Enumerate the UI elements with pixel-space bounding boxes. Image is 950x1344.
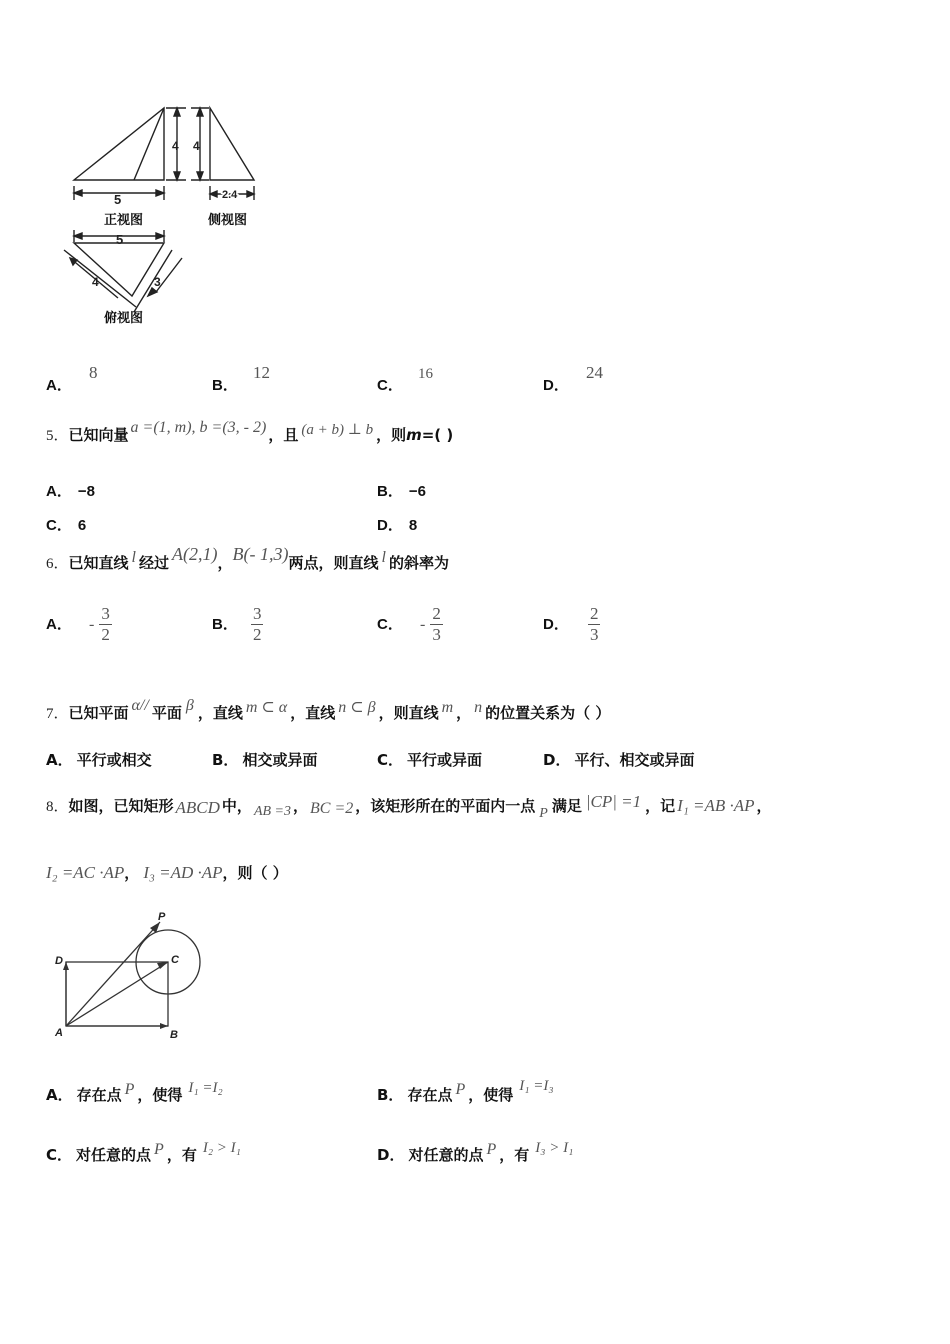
denominator: 3 [589, 625, 599, 644]
q7-text-4: ，直线 [290, 704, 336, 722]
front-view-label: 正视图 [104, 212, 144, 227]
option-label: B． [212, 377, 238, 394]
option-fraction [99, 604, 112, 645]
option-label: B． [212, 751, 239, 769]
q5-text-4: =( ) [421, 426, 454, 444]
q6-point-b: B(- 1,3) [232, 544, 289, 564]
option-fraction [430, 604, 443, 645]
option-mid: ，使得 [468, 1086, 514, 1104]
option-value: −6 [408, 483, 426, 500]
q8-text-6: ，记 [645, 797, 676, 815]
option-point: P [486, 1141, 497, 1158]
option-value: 24 [585, 363, 603, 382]
q8-rectangle-figure [46, 906, 216, 1046]
label-a: A [55, 1027, 63, 1039]
option-label: D． [543, 751, 571, 769]
question-8-line-1 [46, 792, 772, 821]
q8-i1: I₁ =AB ·AP [677, 796, 755, 815]
option-label: D． [543, 616, 569, 633]
front-dim-4: 4 [172, 139, 179, 153]
vector-ap [66, 922, 160, 1026]
q6-line-l-2: l [381, 549, 386, 566]
top-view-label: 俯视图 [104, 310, 144, 325]
q6-text-4: 的斜率为 [388, 554, 449, 572]
option-label: A． [46, 483, 72, 500]
three-view-figure [60, 100, 270, 335]
option-label: C． [377, 616, 403, 633]
option-mid: ，有 [166, 1146, 197, 1164]
q5-option-d[interactable] [377, 514, 417, 535]
q6-option-a[interactable] [46, 604, 112, 645]
option-label: C． [46, 517, 72, 534]
option-label: B． [212, 616, 238, 633]
option-label: D． [377, 517, 403, 534]
q5-m: m [406, 426, 422, 444]
option-label: D． [377, 1146, 405, 1164]
option-expr: I₃ > I₁ [535, 1140, 574, 1156]
q6-option-c[interactable] [377, 604, 443, 645]
q6-comma: ， [217, 554, 233, 572]
q7-n-in-beta: n ⊂ β [338, 699, 376, 716]
arrow-d [63, 962, 69, 970]
question-7 [46, 697, 611, 723]
q6-point-a: A(2,1) [172, 544, 218, 564]
option-expr: I₂ > I₁ [202, 1140, 241, 1156]
q5-vectors: a =(1, m), b =(3, - 2) [130, 419, 267, 436]
q6-option-d[interactable] [543, 604, 600, 645]
option-label: A． [46, 377, 72, 394]
q7-text-3: ，直线 [197, 704, 243, 722]
vector-ac [66, 962, 168, 1026]
q4-option-a[interactable] [46, 362, 98, 394]
question-number: 5． [46, 428, 69, 444]
option-fraction [588, 604, 601, 645]
numerator: 3 [101, 604, 110, 623]
q8-option-b[interactable] [377, 1078, 554, 1105]
q7-alpha-parallel: α// [131, 697, 149, 714]
option-value: 8 [88, 363, 98, 382]
question-6 [46, 544, 449, 573]
option-label: C． [46, 1146, 73, 1164]
option-value: 平行或异面 [407, 751, 483, 769]
q8-text-5: 满足 [551, 797, 582, 815]
q8-text-3: ， [293, 797, 309, 815]
top-dim-4: 4 [92, 275, 99, 289]
q7-text-5: ，则直线 [378, 704, 439, 722]
option-label: C． [377, 751, 404, 769]
option-value: 相交或异面 [242, 751, 318, 769]
option-point: P [124, 1081, 135, 1098]
q8-bc: BC =2 [310, 800, 354, 817]
option-pre: 存在点 [76, 1086, 122, 1104]
label-p: P [158, 911, 166, 923]
option-mid: ，有 [499, 1146, 530, 1164]
q8-i2: I₂ =AC ·AP [46, 863, 125, 882]
option-value: 平行、相交或异面 [574, 751, 695, 769]
q7-option-a[interactable] [46, 749, 152, 770]
q8-option-a[interactable] [46, 1080, 223, 1105]
q7-text-2: 平面 [151, 704, 182, 722]
top-dim-3: 3 [154, 275, 161, 289]
option-pre: 存在点 [407, 1086, 453, 1104]
q4-option-d[interactable] [543, 362, 603, 394]
question-5 [46, 419, 454, 445]
q8-text-1: 如图，已知矩形 [68, 797, 174, 815]
q8-p: P [539, 806, 548, 821]
label-c: C [171, 954, 179, 966]
q8-text-4: ，该矩形所在的平面内一点 [355, 797, 536, 815]
q5-option-b[interactable] [377, 480, 426, 501]
label-b: B [170, 1029, 178, 1041]
side-dim-4: 4 [193, 139, 200, 153]
question-number: 7． [46, 706, 69, 722]
q5-text-1: 已知向量 [68, 426, 129, 444]
numerator: 3 [252, 604, 262, 623]
option-label: C． [377, 377, 403, 394]
side-view [191, 108, 254, 200]
q7-m-in-alpha: m ⊂ α [245, 699, 288, 716]
option-expr: I₁ =I₂ [188, 1080, 223, 1096]
q8-option-c[interactable] [46, 1140, 241, 1165]
option-sign: - [88, 616, 95, 633]
option-label: A． [46, 1086, 73, 1104]
q8-option-d[interactable] [377, 1140, 574, 1165]
numerator: 2 [432, 604, 441, 623]
side-dim-2.4: 2.4 [222, 189, 238, 201]
q8-text-9: ，则（ ） [222, 864, 288, 882]
front-view [74, 108, 186, 200]
q6-option-b[interactable] [212, 604, 263, 645]
front-dim-5: 5 [114, 192, 122, 207]
q6-line-l: l [131, 549, 136, 566]
option-value: 12 [252, 363, 270, 382]
q5-text-3: ，则 [376, 426, 407, 444]
top-dim-5: 5 [116, 232, 124, 247]
arrow-b [160, 1023, 168, 1029]
question-8-line-2 [46, 862, 288, 883]
option-label: A． [46, 616, 72, 633]
option-label: B． [377, 483, 403, 500]
q7-text-1: 已知平面 [68, 704, 129, 722]
denominator: 2 [101, 625, 110, 644]
q8-i3: I₃ =AD ·AP [143, 863, 223, 882]
option-pre: 对任意的点 [408, 1146, 484, 1164]
option-point: P [455, 1081, 466, 1098]
option-label: B． [377, 1086, 404, 1104]
question-number: 8． [46, 799, 69, 815]
side-view-label: 侧视图 [208, 212, 248, 227]
q5-text-2: ，且 [268, 426, 299, 444]
option-expr: I₁ =I₃ [519, 1078, 554, 1094]
q8-text-7: ， [756, 797, 772, 815]
q8-ab: AB =3 [253, 804, 291, 819]
q5-condition: (a + b) ⊥ b [301, 422, 374, 438]
q7-n: n [474, 699, 483, 716]
q7-text-7: 的位置关系为（ ） [485, 704, 611, 722]
option-pre: 对任意的点 [76, 1146, 152, 1164]
q5-option-a[interactable] [46, 480, 95, 501]
option-mid: ，使得 [137, 1086, 183, 1104]
question-number: 6． [46, 556, 69, 572]
denominator: 3 [432, 625, 441, 644]
q4-option-b[interactable] [212, 362, 270, 394]
option-sign: - [419, 616, 426, 633]
option-value: 平行或相交 [76, 751, 152, 769]
option-label: A． [46, 751, 73, 769]
q7-option-c[interactable] [377, 749, 482, 770]
q6-text-1: 已知直线 [68, 554, 129, 572]
q6-text-2: 经过 [138, 554, 169, 572]
q8-text-2: 中， [221, 797, 252, 815]
q7-option-b[interactable] [212, 749, 317, 770]
q7-text-6: ， [456, 704, 472, 722]
numerator: 2 [589, 604, 599, 623]
option-value: −8 [77, 483, 95, 500]
q7-m: m [441, 699, 454, 716]
option-value: 16 [417, 366, 433, 382]
q6-text-3: 两点，则直线 [288, 554, 379, 572]
option-fraction [251, 604, 264, 645]
q8-cp: |CP| =1 [585, 792, 642, 811]
option-label: D． [543, 377, 569, 394]
q7-beta: β [185, 697, 194, 714]
option-value: 8 [408, 517, 418, 534]
option-point: P [154, 1141, 164, 1158]
q7-option-d[interactable] [543, 749, 694, 770]
q4-option-c[interactable] [377, 362, 433, 394]
denominator: 2 [252, 625, 262, 644]
q8-text-8: ， [124, 864, 140, 882]
option-value: 6 [77, 517, 87, 534]
q8-abcd: ABCD [175, 798, 220, 817]
q5-option-c[interactable] [46, 514, 86, 535]
label-d: D [55, 955, 63, 967]
